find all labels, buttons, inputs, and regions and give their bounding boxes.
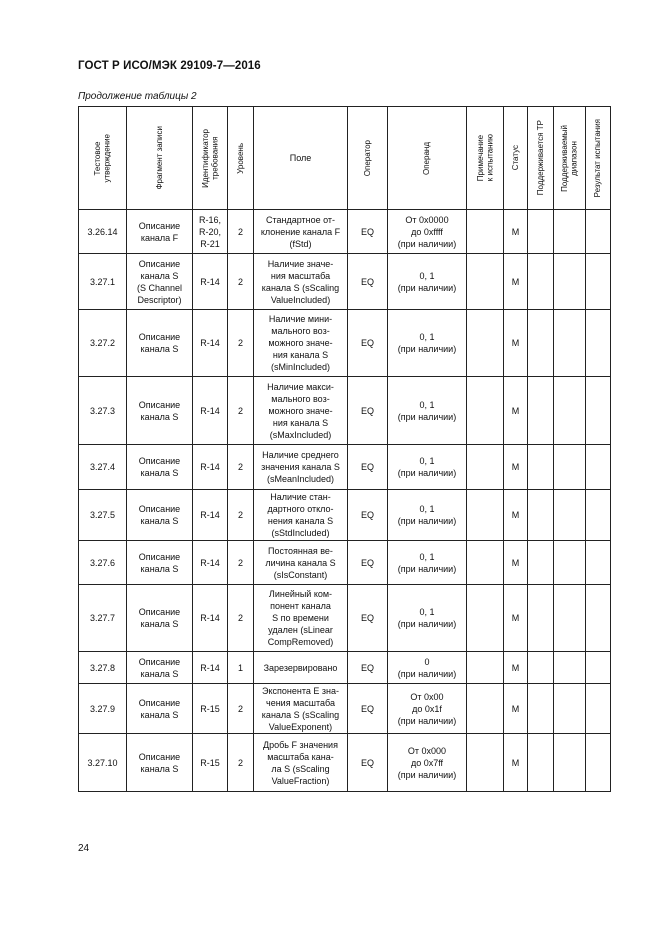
table-row [79,210,611,254]
document-title: ГОСТ Р ИСО/МЭК 29109-7—2016 [78,60,261,72]
cell-level: 1 [228,652,254,684]
cell-requirement-id: R-14 [193,652,228,684]
cell-field: Экспонента E зна- чения масштаба канала S (sScaling ValueExponent) [254,684,348,734]
header-row [79,107,611,210]
cell-supported-tp [528,490,554,541]
cell-requirement-id: R-14 [193,310,228,377]
header-requirement-id [193,107,228,210]
cell-test-note [467,377,504,445]
cell-requirement-id: R-15 [193,734,228,792]
cell-supported-tp [528,377,554,445]
header-record-fragment-label: Фрагмент записи [154,126,164,190]
header-supported-tp [528,107,554,210]
table-row [79,734,611,792]
cell-record-fragment: Описание канала S [127,585,193,652]
cell-requirement-id: R-15 [193,684,228,734]
cell-status: М [504,377,528,445]
cell-supported-tp [528,254,554,310]
cell-level: 2 [228,541,254,585]
cell-test-result [586,254,611,310]
header-operand [388,107,467,210]
cell-level: 2 [228,490,254,541]
cell-test-note [467,210,504,254]
cell-test-note [467,652,504,684]
cell-operand: От 0x00 до 0x1f (при наличии) [388,684,467,734]
cell-requirement-id: R-14 [193,254,228,310]
cell-test-assertion: 3.27.6 [79,541,127,585]
cell-supported-range [554,254,586,310]
cell-test-note [467,734,504,792]
requirements-table [78,106,611,792]
cell-supported-range [554,310,586,377]
header-supported-tp-label: Поддерживается ТР [535,120,545,196]
cell-operator: EQ [348,734,388,792]
cell-test-result [586,445,611,490]
cell-status: М [504,684,528,734]
table-row [79,310,611,377]
cell-test-note [467,490,504,541]
cell-field: Стандартное от- клонение канала F (fStd) [254,210,348,254]
cell-supported-range [554,684,586,734]
table-row [79,684,611,734]
cell-field: Линейный ком- понент канала S по времени удален (sLinear CompRemoved) [254,585,348,652]
cell-requirement-id: R-14 [193,541,228,585]
cell-supported-range [554,541,586,585]
header-field-label: Поле [289,153,312,163]
cell-supported-tp [528,684,554,734]
cell-level: 2 [228,585,254,652]
cell-test-result [586,541,611,585]
table-body [79,210,611,792]
header-status [504,107,528,210]
cell-status: М [504,210,528,254]
table-row [79,585,611,652]
cell-supported-tp [528,652,554,684]
cell-level: 2 [228,377,254,445]
cell-record-fragment: Описание канала S [127,652,193,684]
cell-record-fragment: Описание канала S [127,310,193,377]
cell-supported-tp [528,734,554,792]
cell-status: М [504,254,528,310]
header-operator-label: Оператор [362,139,372,177]
cell-record-fragment: Описание канала F [127,210,193,254]
cell-operator: EQ [348,652,388,684]
header-operator [348,107,388,210]
cell-record-fragment: Описание канала S [127,490,193,541]
header-test-note [467,107,504,210]
cell-supported-tp [528,541,554,585]
cell-level: 2 [228,734,254,792]
cell-operator: EQ [348,541,388,585]
cell-field: Дробь F значения масштаба кана- ла S (sScaling ValueFraction) [254,734,348,792]
cell-field: Наличие стан- дартного откло- нения канала S (sStdIncluded) [254,490,348,541]
cell-level: 2 [228,445,254,490]
header-level-label: Уровень [235,142,245,174]
cell-status: М [504,585,528,652]
cell-supported-tp [528,445,554,490]
cell-test-note [467,585,504,652]
table-row [79,652,611,684]
cell-test-assertion: 3.27.8 [79,652,127,684]
cell-level: 2 [228,684,254,734]
cell-operator: EQ [348,445,388,490]
cell-supported-range [554,652,586,684]
table-row [79,377,611,445]
cell-supported-range [554,377,586,445]
cell-test-result [586,684,611,734]
table-row [79,490,611,541]
cell-supported-range [554,490,586,541]
cell-operand: 0, 1 (при наличии) [388,445,467,490]
cell-test-note [467,445,504,490]
cell-test-assertion: 3.27.9 [79,684,127,734]
cell-operator: EQ [348,310,388,377]
cell-operator: EQ [348,684,388,734]
cell-operator: EQ [348,254,388,310]
cell-supported-range [554,585,586,652]
cell-record-fragment: Описание канала S [127,684,193,734]
cell-operator: EQ [348,490,388,541]
header-test-result [586,107,611,210]
cell-operand: 0, 1 (при наличии) [388,254,467,310]
cell-level: 2 [228,254,254,310]
cell-test-note [467,310,504,377]
cell-record-fragment: Описание канала S [127,377,193,445]
cell-test-assertion: 3.27.1 [79,254,127,310]
cell-test-assertion: 3.27.5 [79,490,127,541]
header-requirement-id-label: Идентификатор требования [200,128,219,188]
table-caption: Продолжение таблицы 2 [78,91,197,102]
page-number: 24 [78,843,90,854]
cell-status: М [504,652,528,684]
header-supported-range [554,107,586,210]
cell-test-assertion: 3.27.10 [79,734,127,792]
cell-operand: 0 (при наличии) [388,652,467,684]
cell-requirement-id: R-14 [193,377,228,445]
cell-test-result [586,585,611,652]
header-test-assertion [79,107,127,210]
cell-supported-range [554,734,586,792]
cell-operand: 0, 1 (при наличии) [388,377,467,445]
cell-requirement-id: R-16, R-20, R-21 [193,210,228,254]
cell-status: М [504,490,528,541]
cell-operand: От 0x0000 до 0xffff (при наличии) [388,210,467,254]
cell-supported-tp [528,585,554,652]
header-test-result-label: Результат испытания [593,118,603,198]
header-level [228,107,254,210]
cell-test-result [586,490,611,541]
cell-record-fragment: Описание канала S [127,541,193,585]
table-row [79,541,611,585]
cell-test-result [586,310,611,377]
cell-test-note [467,684,504,734]
cell-operand: 0, 1 (при наличии) [388,541,467,585]
cell-test-result [586,652,611,684]
cell-record-fragment: Описание канала S [127,734,193,792]
cell-status: М [504,310,528,377]
cell-test-note [467,254,504,310]
cell-operand: От 0x000 до 0x7ff (при наличии) [388,734,467,792]
cell-supported-range [554,445,586,490]
table-row [79,445,611,490]
header-test-assertion-label: Тестовое утверждение [93,133,112,183]
cell-supported-tp [528,210,554,254]
cell-requirement-id: R-14 [193,585,228,652]
cell-test-assertion: 3.27.7 [79,585,127,652]
cell-operand: 0, 1 (при наличии) [388,585,467,652]
table-row [79,254,611,310]
header-supported-range-label: Поддерживаемый диапазон [560,124,579,192]
header-operand-label: Операнд [422,141,432,175]
cell-status: М [504,734,528,792]
cell-test-assertion: 3.27.3 [79,377,127,445]
cell-test-note [467,541,504,585]
cell-supported-range [554,210,586,254]
cell-level: 2 [228,210,254,254]
header-test-note-label: Примечание к испытанию [475,134,494,182]
cell-operand: 0, 1 (при наличии) [388,310,467,377]
header-status-label: Статус [510,145,520,171]
cell-field: Постоянная ве- личина канала S (sIsConstant) [254,541,348,585]
cell-test-assertion: 3.27.4 [79,445,127,490]
cell-requirement-id: R-14 [193,490,228,541]
header-record-fragment [127,107,193,210]
cell-field: Наличие значе- ния масштаба канала S (sScaling ValueIncluded) [254,254,348,310]
cell-field: Наличие макси- мального воз- можного значе- ния канала S (sMaxIncluded) [254,377,348,445]
cell-operator: EQ [348,377,388,445]
cell-operator: EQ [348,585,388,652]
cell-test-assertion: 3.27.2 [79,310,127,377]
cell-supported-tp [528,310,554,377]
cell-status: М [504,541,528,585]
cell-test-result [586,377,611,445]
cell-operator: EQ [348,210,388,254]
cell-test-result [586,210,611,254]
cell-operand: 0, 1 (при наличии) [388,490,467,541]
cell-level: 2 [228,310,254,377]
cell-field: Наличие среднего значения канала S (sMeanIncluded) [254,445,348,490]
cell-field: Наличие мини- мального воз- можного значе- ния канала S (sMinIncluded) [254,310,348,377]
cell-record-fragment: Описание канала S (S Channel Descriptor) [127,254,193,310]
table-header [79,107,611,210]
cell-test-assertion: 3.26.14 [79,210,127,254]
cell-record-fragment: Описание канала S [127,445,193,490]
cell-test-result [586,734,611,792]
cell-status: М [504,445,528,490]
cell-requirement-id: R-14 [193,445,228,490]
cell-field: Зарезервировано [254,652,348,684]
header-field [254,107,348,210]
